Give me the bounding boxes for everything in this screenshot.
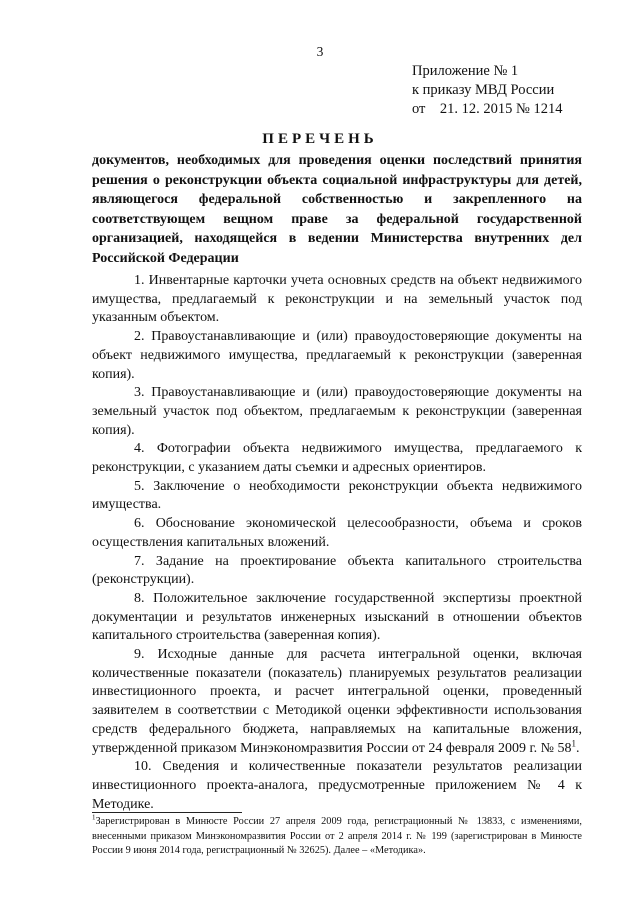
document-subtitle: документов, необходимых для проведения оценки последствий принятия решения о реконструкции объекта социальной инфраструктуры для детей, являющегося федеральной собственностью и закрепленного на соответствующем вещном праве за федеральной государственной организацией, находящейся в ведении Министерства внутренних дел Российской Федерации: [92, 153, 582, 266]
footnote-mark: 1: [92, 813, 96, 822]
footnote-text: Зарегистрирован в Минюсте России 27 апреля 2009 года, регистрационный № 13833, с изменениями, внесенными приказом Минэкономразвития России от 2 апреля 2014 г. № 199 (зарегистрирован в Минюсте России 9 июня 2014 года, регистрационный № 32625). Далее – «Методика».: [92, 816, 582, 856]
items-list: [92, 272, 582, 814]
list-item: [92, 646, 582, 758]
appendix-block: [412, 62, 562, 119]
page-number: 3: [316, 44, 324, 59]
list-item: 10. Сведения и количественные показатели результатов реализации инвестиционного проекта-аналога, предусмотренные приложением № 4 к Методике.: [92, 759, 582, 812]
list-item: 5. Заключение о необходимости реконструкции объекта недвижимого имущества.: [92, 478, 582, 513]
list-item: 4. Фотографии объекта недвижимого имущества, предлагаемого к реконструкции, с указанием даты съемки и адресных ориентиров.: [92, 441, 582, 476]
list-item-end: .: [576, 740, 580, 756]
list-item: 8. Положительное заключение государственной экспертизы проектной документации и результатов инженерных изысканий в отношении объектов капитального строительства (заверенная копия).: [92, 590, 582, 644]
appendix-line-2: к приказу МВД России: [412, 82, 555, 98]
list-item-text: 9. Исходные данные для расчета интегральной оценки, включая количественные показатели (показатель) планируемых результатов реализации инвестиционного проекта, и расчет интегральной оценки, проведенный заявителем в соответствии с Методикой оценки эффективности использования средств федерального бюджета, направляемых на капитальные вложения, утвержденной приказом Минэкономразвития России от 24 февраля 2009 г. № 58: [92, 647, 582, 756]
footnote-divider: [92, 812, 242, 813]
list-item: 1. Инвентарные карточки учета основных средств на объект недвижимого имущества, предлагаемый к реконструкции и на земельный участок под указанным объектом.: [92, 273, 582, 326]
list-item: 7. Задание на проектирование объекта капитального строительства (реконструкции).: [92, 553, 582, 588]
list-item: 3. Правоустанавливающие и (или) правоудостоверяющие документы на земельный участок под объектом, предлагаемым к реконструкции (заверенная копия).: [92, 385, 582, 438]
appendix-line-3: от 21. 12. 2015 № 1214: [412, 101, 563, 117]
footnote-reference: 1: [571, 737, 576, 748]
list-item: 2. Правоустанавливающие и (или) правоудостоверяющие документы на объект недвижимого имущества, предлагаемый к реконструкции (заверенная копия).: [92, 329, 582, 382]
appendix-line-1: Приложение № 1: [412, 63, 519, 79]
document-heading: ПЕРЕЧЕНЬ: [262, 131, 378, 147]
footnote: [92, 815, 582, 859]
list-item: 6. Обоснование экономической целесообразности, объема и сроков осуществления капитальных вложений.: [92, 516, 582, 550]
